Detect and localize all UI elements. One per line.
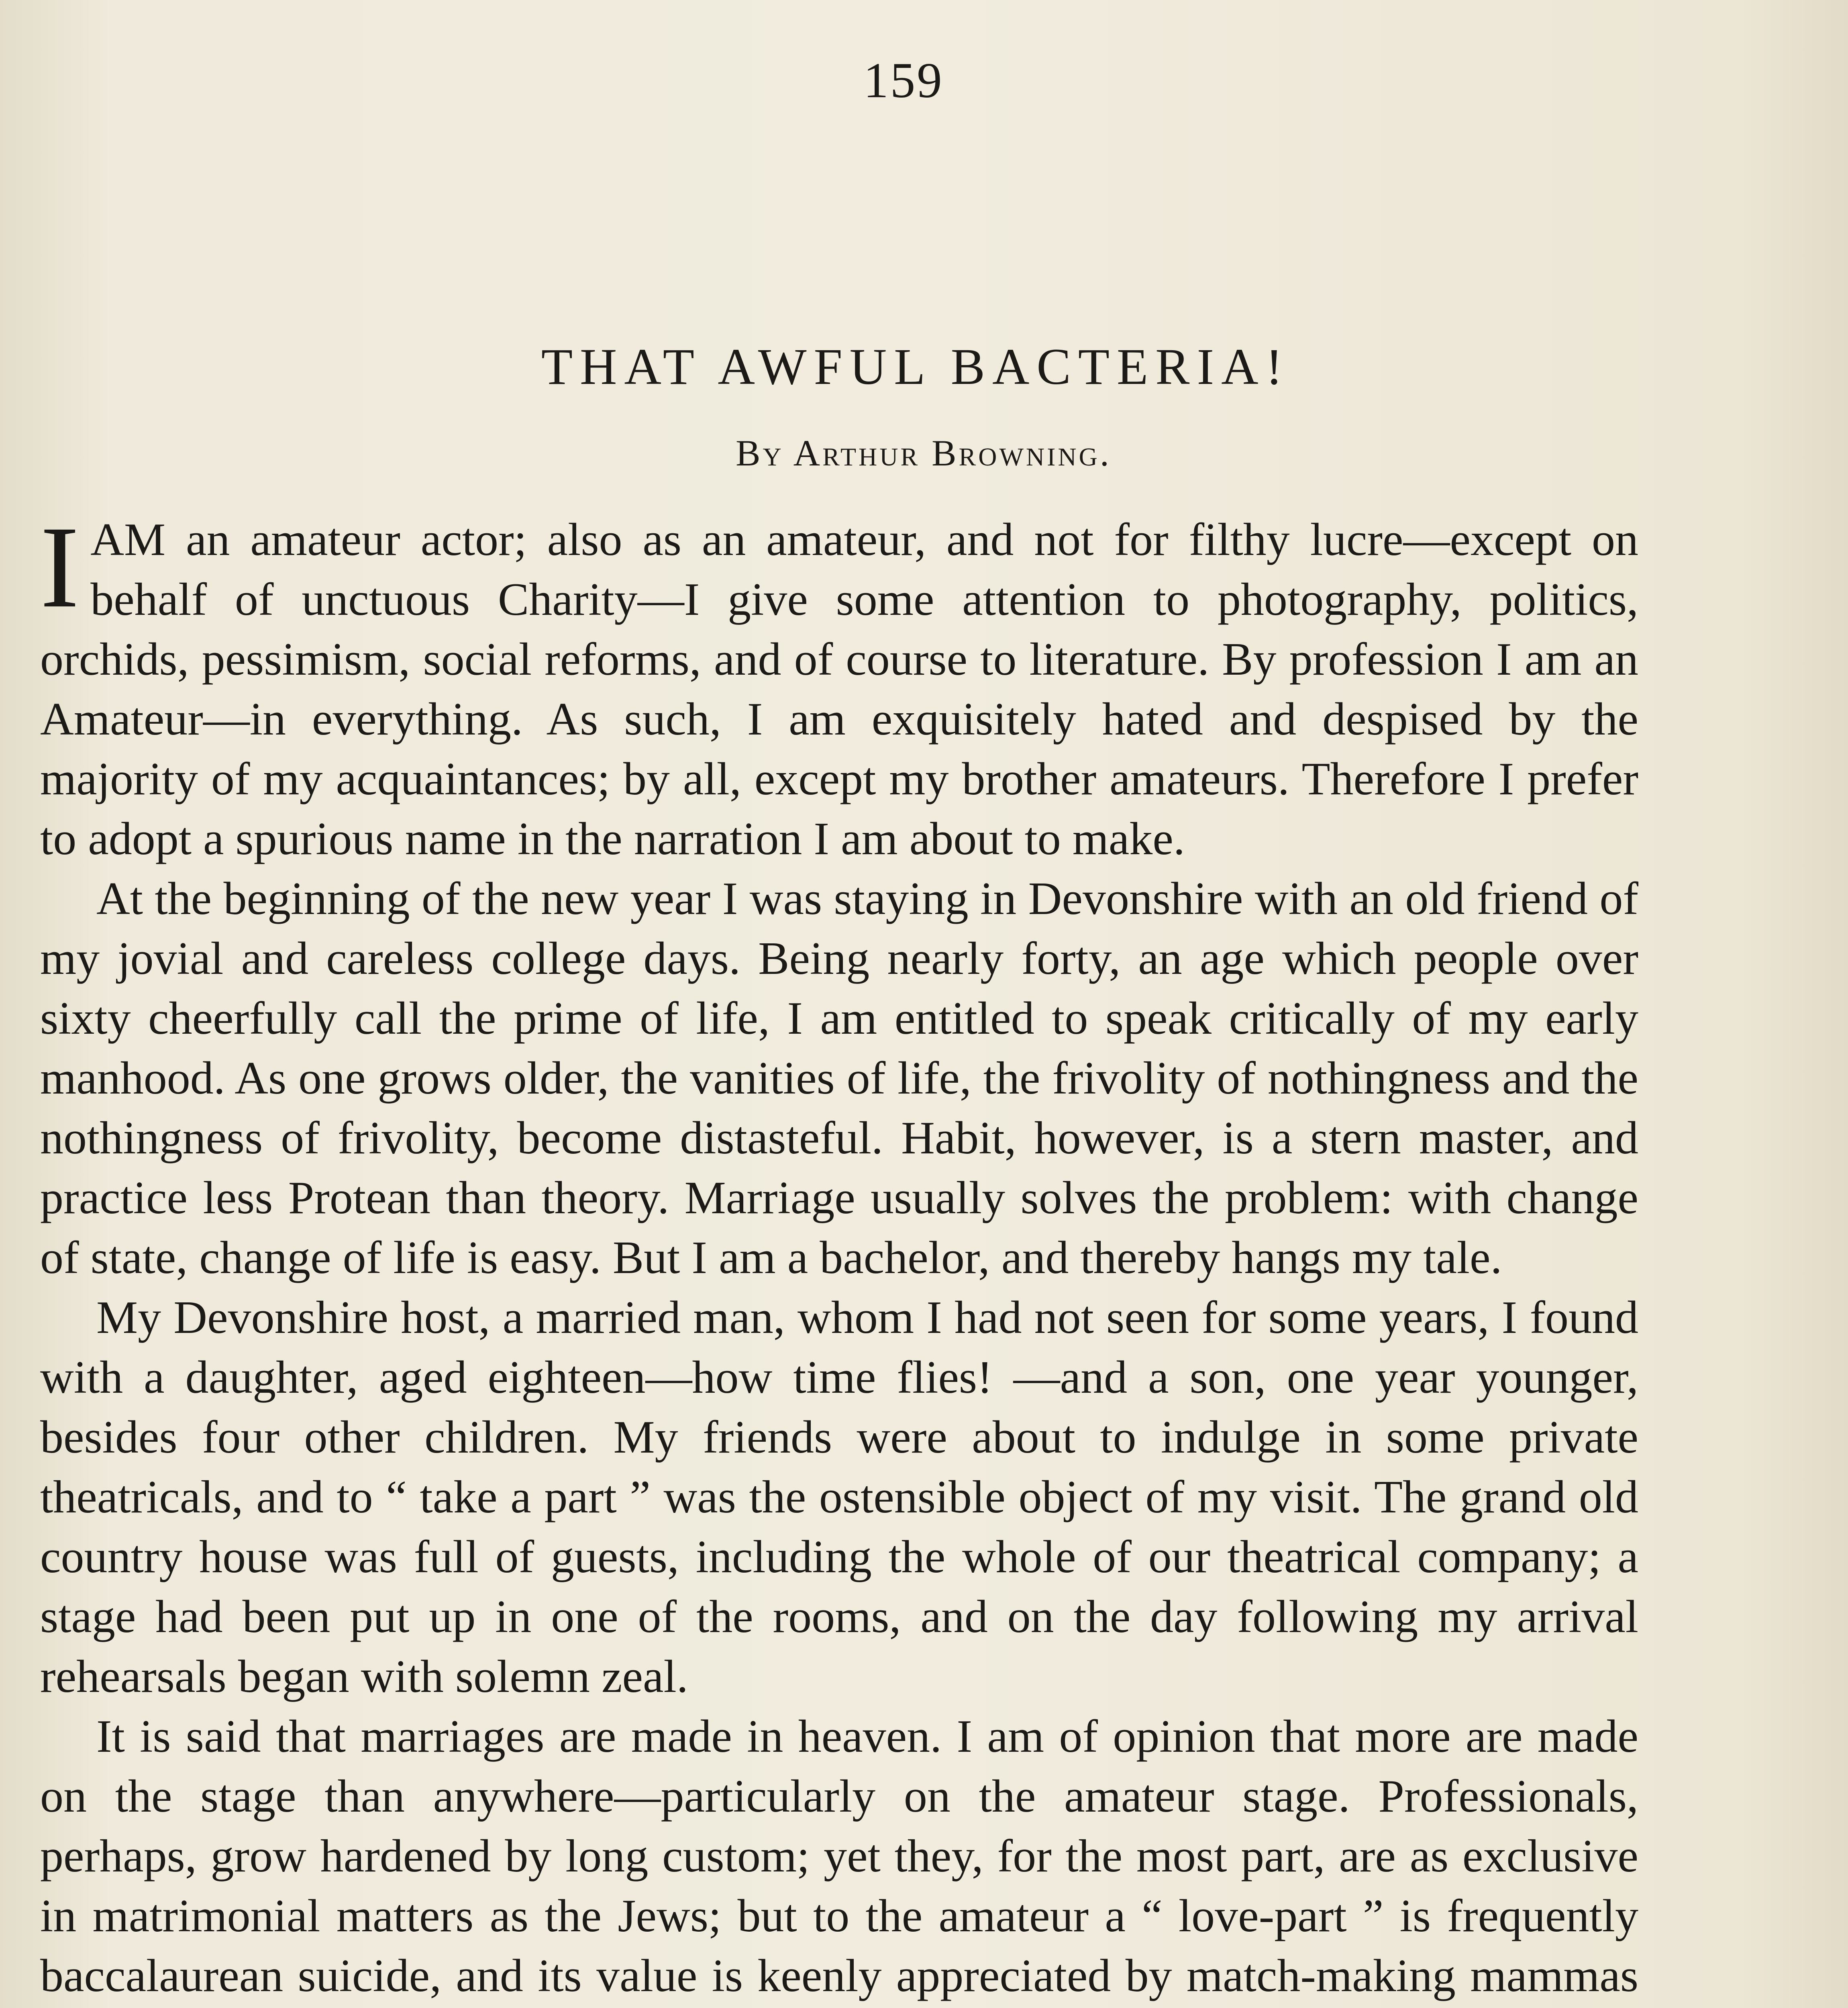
drop-cap: I [40, 502, 80, 632]
paragraph-1-text: AM an amateur actor; also as an amateur, and not for filthy lucre—except on behalf of unctuous Charity—I give some attention to photography, politics, orchids, pessimism, social reforms, and of course to literature. By profession I am an Amateur—in everything. As such, I am exquisitely hated and despised by the majority of my acquaintances; by all, except my brother amateurs. Therefore I prefer to adopt a spurious name in the narration I am about to make. [40, 514, 1638, 865]
author-byline: By Arthur Browning. [736, 433, 1112, 473]
article-body [40, 502, 1638, 2008]
paragraph-3: My Devonshire host, a married man, whom I had not seen for some years, I found with a daughter, aged eighteen—how time flies! —and a son, one year younger, besides four other children. My friends were about to indulge in some private theatricals, and to “ take a part ” was the ostensible object of my visit. The grand old country house was full of guests, including the whole of our theatrical company; a stage had been put up in one of the rooms, and on the day following my arrival rehearsals began with solemn zeal. [40, 1292, 1638, 1702]
page-number: 159 [863, 53, 944, 108]
paragraph-2: At the beginning of the new year I was staying in Devonshire with an old friend of my jovial and careless college days. Being nearly forty, an age which people over sixty cheerfully call the prime of life, I am entitled to speak critically of my early manhood. As one grows older, the vanities of life, the frivolity of nothingness and the nothingness of frivolity, become distasteful. Habit, however, is a stern master, and practice less Protean than theory. Marriage usually solves the problem: with change of state, change of life is easy. But I am a bachelor, and thereby hangs my tale. [40, 873, 1638, 1284]
article-title: THAT AWFUL BACTERIA! [541, 338, 1290, 395]
paragraph-4: It is said that marriages are made in heaven. I am of opinion that more are made on the stage than anywhere—particularly on the amateur stage. Professionals, perhaps, grow hardened by long custom; yet they, for the most part, are as exclusive in matrimonial matters as the Jews; but to the amateur a “ love-part ” is frequently baccalaurean suicide, and its value is keenly appreciated by match-making mammas [40, 1711, 1638, 2002]
paragraph-1 [40, 502, 1638, 869]
